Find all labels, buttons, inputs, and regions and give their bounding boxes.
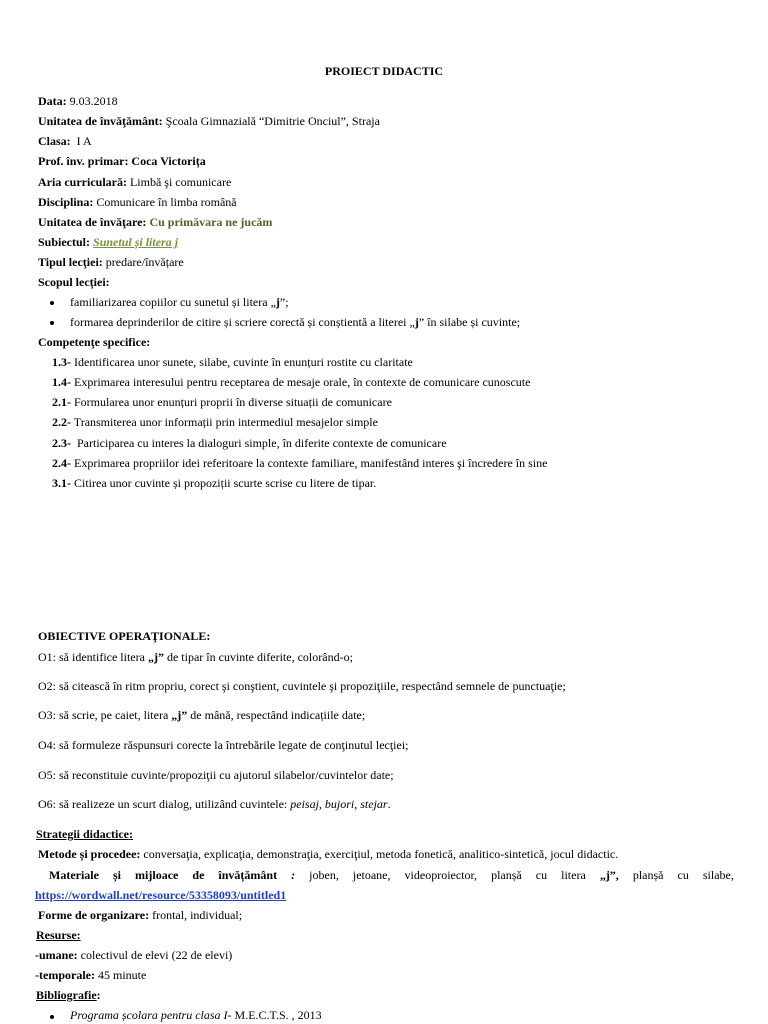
bibliography-heading: Bibliografie [36, 988, 97, 1002]
materials-word: videoproiector, [404, 868, 478, 882]
competence-code: 2.3- [52, 436, 71, 450]
materials-word: planșă [632, 868, 664, 882]
organization-label: Forme de organizare: [38, 908, 150, 922]
teacher-line: Prof. înv. primar: Coca Victorița [38, 154, 206, 168]
scope-item [70, 315, 520, 330]
competence-code: 2.1- [52, 395, 71, 409]
objective-item [38, 679, 566, 694]
bullet-icon [50, 321, 54, 325]
lesson-type-value: predare/învățare [105, 255, 184, 269]
scope-item-text-end: ”; [279, 295, 289, 309]
materials-word: jetoane, [352, 868, 391, 882]
bullet-icon [50, 301, 54, 305]
materials-word: și [113, 868, 122, 882]
date-label: Data: [38, 94, 67, 108]
objective-item [38, 708, 365, 723]
competence-item [52, 355, 413, 370]
organization-value: frontal, individual; [152, 908, 243, 922]
competence-code: 1.3- [52, 355, 71, 369]
materials-word: cu [677, 868, 689, 882]
methods-label: Metode și procedee: [38, 847, 141, 861]
learning-unit-line [38, 215, 272, 230]
school-value: Şcoala Gimnazială “Dimitrie Onciul”, Straja [165, 114, 380, 128]
time-resources-value: 45 minute [97, 968, 147, 982]
lesson-scope-label: Scopul lecției: [38, 275, 110, 289]
objective-words: peisaj, bujori, stejar [290, 797, 388, 811]
competence-item [52, 436, 447, 451]
class-value: I A [76, 134, 92, 148]
scope-item [70, 295, 289, 310]
bibliography-heading-line: Bibliografie: [36, 988, 101, 1002]
human-resources-label: -umane: [35, 948, 78, 962]
resources-heading: Resurse: [36, 928, 81, 942]
discipline-label: Disciplina: [38, 195, 94, 209]
objective-item [38, 797, 391, 812]
objective-text: O5: să reconstituie cuvinte/propoziţii cu ajutorul silabelor/cuvintelor date; [38, 768, 394, 782]
curricular-area-line [38, 175, 231, 190]
document-title: PROIECT DIDACTIC [324, 64, 444, 78]
discipline-value: Comunicare în limba română [96, 195, 237, 209]
competence-code: 2.2- [52, 415, 71, 429]
subject-value: Sunetul și litera j [93, 235, 179, 249]
school-label: Unitatea de învăţământ: [38, 114, 163, 128]
competence-text: Identificarea unor sunete, silabe, cuvinte în enunțuri rostite cu claritate [71, 355, 413, 369]
scope-item-letter: j [414, 315, 419, 329]
competence-text: Exprimarea interesului pentru receptarea de mesaje orale, în contexte de comunicare cunoscute [71, 375, 531, 389]
methods-value: conversaţia, explicaţia, demonstraţia, exerciţiul, metoda fonetică, analitico-sintetică, jocul didactic. [143, 847, 619, 861]
human-resources-value: colectivul de elevi (22 de elevi) [80, 948, 233, 962]
materials-word: : [291, 868, 296, 882]
materials-word: mijloace [135, 868, 179, 882]
objective-letter: „j” [147, 650, 164, 664]
competences-label: Competenţe specifice: [38, 335, 151, 349]
competence-text: Exprimarea propriilor idei referitoare la contexte familiare, manifestând interes şi încredere în sine [71, 456, 548, 470]
learning-unit-label: Unitatea de învăţare: [38, 215, 147, 229]
competence-text: Transmiterea unor informații prin intermediul mesajelor simple [71, 415, 378, 429]
objective-text: O1: să identifice litera [38, 650, 148, 664]
bibliography-title: Programa școlara pentru clasa I [70, 1008, 228, 1022]
subject-line [38, 235, 178, 250]
scope-item-letter: j [275, 295, 280, 309]
time-resources-line [35, 968, 146, 983]
competence-item [52, 456, 547, 471]
human-resources-line [35, 948, 232, 963]
lesson-type-label: Tipul lecţiei: [38, 255, 103, 269]
competence-code: 3.1- [52, 476, 71, 490]
class-label: Clasa: [38, 134, 71, 148]
materials-line [49, 868, 734, 883]
objective-item [38, 738, 409, 753]
materials-word: cu [535, 868, 548, 882]
competence-code: 1.4- [52, 375, 71, 389]
objective-letter: „j” [171, 708, 188, 722]
objective-item [38, 768, 394, 783]
school-line [38, 114, 380, 129]
objectives-heading: OBIECTIVE OPERAŢIONALE: [38, 629, 211, 643]
date-line [38, 94, 118, 109]
objective-text: O3: să scrie, pe caiet, litera [38, 708, 172, 722]
time-resources-label: -temporale: [35, 968, 95, 982]
materials-word: „j”, [599, 868, 619, 882]
materials-word: învățământ [218, 868, 278, 882]
discipline-line [38, 195, 237, 210]
objective-text-end: de mână, respectând indicațiile date; [187, 708, 366, 722]
competence-item [52, 395, 392, 410]
competence-text: Participarea cu interes la dialoguri simple, în diferite contexte de comunicare [71, 436, 447, 450]
competence-text: Citirea unor cuvinte și propoziții scurte scrise cu litere de tipar. [71, 476, 377, 490]
objective-text-end: . [387, 797, 391, 811]
scope-item-text: familiarizarea copiilor cu sunetul și litera „ [70, 295, 276, 309]
materials-word: Materiale [49, 868, 99, 882]
competence-item [52, 476, 376, 491]
wordwall-link[interactable]: https://wordwall.net/resource/53358093/untitled1 [35, 888, 287, 902]
objective-text: O6: să realizeze un scurt dialog, utilizând cuvintele: [38, 797, 291, 811]
materials-word: de [192, 868, 205, 882]
competence-item [52, 415, 378, 430]
materials-word: planșă [491, 868, 522, 882]
scope-item-text: formarea deprinderilor de citire și scriere corectă și conștientă a literei „ [70, 315, 415, 329]
objective-text-end: de tipar în cuvinte diferite, colorând-o; [163, 650, 353, 664]
bibliography-publisher: - M.E.C.T.S. , 2013 [227, 1008, 322, 1022]
bibliography-item [70, 1008, 322, 1023]
methods-line [38, 847, 618, 862]
learning-unit-value: Cu primăvara ne jucăm [149, 215, 273, 229]
curricular-area-value: Limbă şi comunicare [129, 175, 232, 189]
bullet-icon [50, 1015, 54, 1019]
objective-text: O2: să citească în ritm propriu, corect şi conştient, cuvintele şi propoziţiile, respectând semnele de punctuaţie; [38, 679, 566, 693]
organization-line [38, 908, 242, 923]
objective-text: O4: să formuleze răspunsuri corecte la întrebările legate de conţinutul lecţiei; [38, 738, 409, 752]
subject-label: Subiectul: [38, 235, 91, 249]
strategies-heading: Strategii didactice: [36, 827, 133, 841]
materials-word: litera [561, 868, 586, 882]
resource-link-line [35, 888, 286, 903]
competence-item [52, 375, 530, 390]
competence-code: 2.4- [52, 456, 71, 470]
class-line [38, 134, 92, 149]
materials-word: joben, [309, 868, 339, 882]
curricular-area-label: Aria curriculară: [38, 175, 127, 189]
objective-item [38, 650, 353, 665]
scope-item-text-end: ” în silabe și cuvinte; [418, 315, 521, 329]
materials-word: silabe, [702, 868, 734, 882]
competence-text: Formularea unor enunțuri proprii în diverse situații de comunicare [71, 395, 392, 409]
date-value: 9.03.2018 [69, 94, 118, 108]
lesson-type-line [38, 255, 184, 270]
